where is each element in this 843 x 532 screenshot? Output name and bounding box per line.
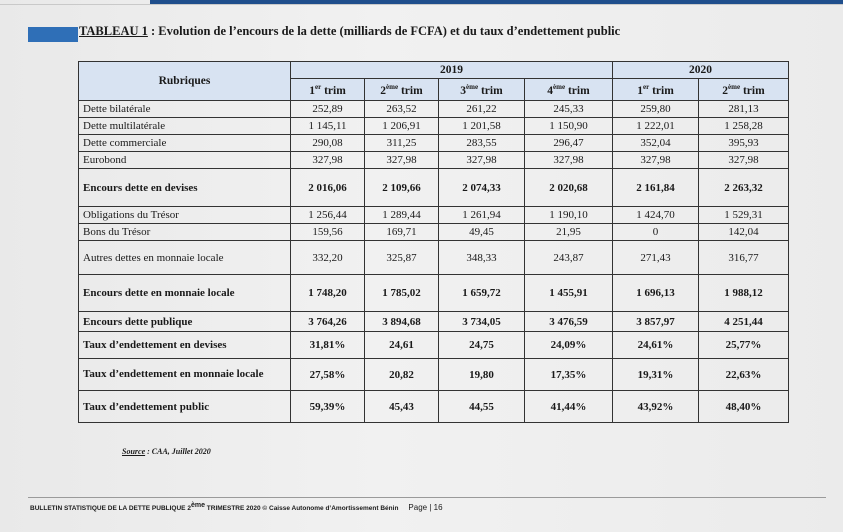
cell-value: 1 988,12 [699, 275, 789, 312]
cell-value: 1 261,94 [439, 207, 525, 224]
table-row [79, 332, 789, 359]
cell-value: 1 659,72 [439, 275, 525, 312]
period-word: trim [649, 84, 674, 97]
source-text: : CAA, Juillet 2020 [145, 447, 211, 456]
table-row [79, 169, 789, 207]
cell-value: 348,33 [439, 241, 525, 275]
table-row [79, 391, 789, 423]
footer-bulletin-suffix: TRIMESTRE 2020 © Caisse Autonome d’Amortissement Bénin [204, 505, 399, 513]
cell-value: 252,89 [291, 101, 365, 118]
row-label: Dette bilatérale [79, 101, 291, 118]
cell-value: 2 161,84 [613, 169, 699, 207]
cell-value: 3 894,68 [365, 312, 439, 332]
cell-value: 281,13 [699, 101, 789, 118]
cell-value: 43,92% [613, 391, 699, 423]
title-marker [28, 27, 78, 42]
cell-value: 2 109,66 [365, 169, 439, 207]
cell-value: 0 [613, 224, 699, 241]
cell-value: 271,43 [613, 241, 699, 275]
cell-value: 327,98 [613, 152, 699, 169]
cell-value: 325,87 [365, 241, 439, 275]
table-row [79, 359, 789, 391]
cell-value: 1 256,44 [291, 207, 365, 224]
period-suffix: er [314, 82, 322, 91]
cell-value: 316,77 [699, 241, 789, 275]
cell-value: 44,55 [439, 391, 525, 423]
period-number: 2 [722, 84, 729, 97]
table-row [79, 312, 789, 332]
period-word: trim [398, 84, 423, 97]
source-label: Source [122, 447, 146, 456]
cell-value: 169,71 [365, 224, 439, 241]
cell-value: 1 145,11 [291, 118, 365, 135]
table-row [79, 135, 789, 152]
table-title-text: : Evolution de l’encours de la dette (milliards de FCFA) et du taux d’endettement public [147, 24, 621, 38]
cell-value: 1 455,91 [525, 275, 613, 312]
period-header [291, 79, 365, 101]
cell-value: 1 222,01 [613, 118, 699, 135]
cell-value: 22,63% [699, 359, 789, 391]
cell-value: 19,80 [439, 359, 525, 391]
cell-value: 24,75 [439, 332, 525, 359]
period-header [365, 79, 439, 101]
source-note [122, 447, 211, 456]
cell-value: 1 785,02 [365, 275, 439, 312]
cell-value: 311,25 [365, 135, 439, 152]
cell-value: 24,61 [365, 332, 439, 359]
table-row [79, 152, 789, 169]
cell-value: 27,58% [291, 359, 365, 391]
period-number: 4 [547, 84, 554, 97]
cell-value: 1 150,90 [525, 118, 613, 135]
header-rule [0, 4, 843, 5]
cell-value: 2 263,32 [699, 169, 789, 207]
cell-value: 259,80 [613, 101, 699, 118]
row-label: Taux d’endettement en devises [79, 332, 291, 359]
cell-value: 245,33 [525, 101, 613, 118]
cell-value: 1 529,31 [699, 207, 789, 224]
period-header [613, 79, 699, 101]
footer-bulletin-sup: ème [190, 502, 205, 509]
cell-value: 1 748,20 [291, 275, 365, 312]
period-header [525, 79, 613, 101]
cell-value: 395,93 [699, 135, 789, 152]
cell-value: 3 857,97 [613, 312, 699, 332]
footer-bulletin-prefix: BULLETIN STATISTIQUE DE LA DETTE PUBLIQUE 2 [30, 505, 191, 513]
row-label: Bons du Trésor [79, 224, 291, 241]
period-suffix: ème [466, 82, 479, 91]
row-label: Encours dette publique [79, 312, 291, 332]
cell-value: 41,44% [525, 391, 613, 423]
cell-value: 31,81% [291, 332, 365, 359]
period-word: trim [478, 84, 503, 97]
cell-value: 142,04 [699, 224, 789, 241]
cell-value: 263,52 [365, 101, 439, 118]
cell-value: 1 206,91 [365, 118, 439, 135]
cell-value: 1 289,44 [365, 207, 439, 224]
row-label: Obligations du Trésor [79, 207, 291, 224]
cell-value: 20,82 [365, 359, 439, 391]
cell-value: 327,98 [439, 152, 525, 169]
year-header-2020: 2020 [613, 62, 789, 79]
cell-value: 2 016,06 [291, 169, 365, 207]
cell-value: 21,95 [525, 224, 613, 241]
table-title-lead: TABLEAU 1 [79, 24, 148, 38]
row-label: Eurobond [79, 152, 291, 169]
cell-value: 327,98 [525, 152, 613, 169]
row-label: Taux d’endettement public [79, 391, 291, 423]
cell-value: 4 251,44 [699, 312, 789, 332]
row-label: Taux d’endettement en monnaie locale [79, 359, 291, 391]
period-header [439, 79, 525, 101]
cell-value: 1 258,28 [699, 118, 789, 135]
table-row [79, 275, 789, 312]
cell-value: 59,39% [291, 391, 365, 423]
period-word: trim [321, 84, 346, 97]
table-row [79, 224, 789, 241]
period-header [699, 79, 789, 101]
cell-value: 3 476,59 [525, 312, 613, 332]
cell-value: 352,04 [613, 135, 699, 152]
row-label: Autres dettes en monnaie locale [79, 241, 291, 275]
cell-value: 1 190,10 [525, 207, 613, 224]
cell-value: 45,43 [365, 391, 439, 423]
page-number: Page | 16 [408, 503, 443, 513]
cell-value: 1 201,58 [439, 118, 525, 135]
row-label: Encours dette en monnaie locale [79, 275, 291, 312]
cell-value: 296,47 [525, 135, 613, 152]
cell-value: 3 734,05 [439, 312, 525, 332]
cell-value: 1 424,70 [613, 207, 699, 224]
period-number: 1 [637, 84, 643, 97]
period-number: 3 [460, 84, 467, 97]
row-label: Encours dette en devises [79, 169, 291, 207]
cell-value: 24,61% [613, 332, 699, 359]
row-label: Dette multilatérale [79, 118, 291, 135]
cell-value: 19,31% [613, 359, 699, 391]
cell-value: 290,08 [291, 135, 365, 152]
table-row [79, 207, 789, 224]
cell-value: 243,87 [525, 241, 613, 275]
period-suffix: er [642, 82, 650, 91]
period-suffix: ème [553, 82, 566, 91]
footer-rule [28, 497, 826, 498]
cell-value: 332,20 [291, 241, 365, 275]
period-suffix: ème [386, 82, 399, 91]
cell-value: 17,35% [525, 359, 613, 391]
year-header-row [79, 62, 789, 79]
row-label: Dette commerciale [79, 135, 291, 152]
table-row [79, 101, 789, 118]
table-row [79, 118, 789, 135]
cell-value: 327,98 [365, 152, 439, 169]
period-suffix: ème [728, 82, 741, 91]
page-footer [30, 502, 443, 512]
table-row [79, 241, 789, 275]
cell-value: 261,22 [439, 101, 525, 118]
cell-value: 2 020,68 [525, 169, 613, 207]
cell-value: 2 074,33 [439, 169, 525, 207]
year-header-2019: 2019 [291, 62, 613, 79]
debt-table [78, 61, 789, 423]
cell-value: 327,98 [291, 152, 365, 169]
period-word: trim [740, 84, 765, 97]
period-number: 1 [309, 84, 315, 97]
cell-value: 283,55 [439, 135, 525, 152]
debt-table-body [79, 101, 789, 423]
cell-value: 24,09% [525, 332, 613, 359]
table-title [79, 24, 799, 39]
cell-value: 48,40% [699, 391, 789, 423]
cell-value: 49,45 [439, 224, 525, 241]
cell-value: 3 764,26 [291, 312, 365, 332]
cell-value: 25,77% [699, 332, 789, 359]
rubriques-header: Rubriques [79, 62, 291, 101]
cell-value: 327,98 [699, 152, 789, 169]
cell-value: 159,56 [291, 224, 365, 241]
period-word: trim [565, 84, 590, 97]
period-number: 2 [380, 84, 387, 97]
cell-value: 1 696,13 [613, 275, 699, 312]
